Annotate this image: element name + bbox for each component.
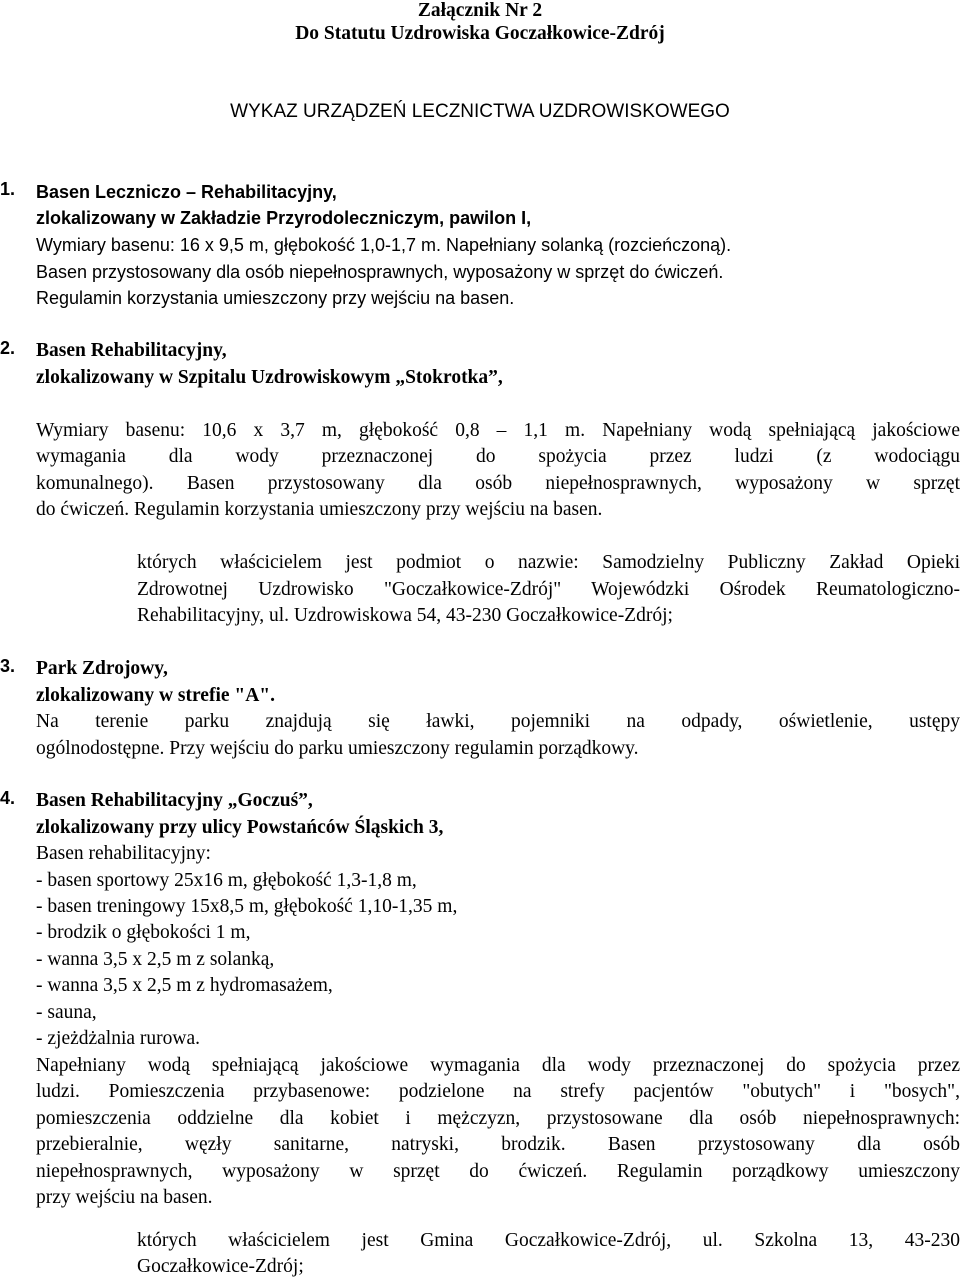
item-4-owner-line: Goczałkowice-Zdrój; [137, 1256, 304, 1277]
item-4-line: przebieralnie, węzły sanitarne, natryski, brodzik. Basen przystosowany dla osób [36, 1134, 960, 1155]
item-2-line: do ćwiczeń. Regulamin korzystania umieszczony przy wejściu na basen. [36, 499, 603, 520]
item-4-owner-line: których właścicielem jest Gmina Goczałkowice-Zdrój, ul. Szkolna 13, 43-230 [137, 1230, 960, 1251]
item-1-line: Regulamin korzystania umieszczony przy wejściu na basen. [36, 288, 515, 308]
item-4-list-item: - wanna 3,5 x 2,5 m z hydromasażem, [36, 975, 333, 996]
item-2-number: 2. [0, 338, 16, 358]
attachment-title: Załącznik Nr 2 [417, 0, 543, 21]
item-4-list-item: - zjeżdżalnia rurowa. [36, 1028, 201, 1049]
item-4-number: 4. [0, 788, 16, 808]
item-3-location: zlokalizowany w strefie "A". [36, 685, 276, 706]
item-1-location: zlokalizowany w Zakładzie Przyrodoleczniczym, pawilon I, [36, 208, 532, 228]
item-4-list-item: - basen sportowy 25x16 m, głębokość 1,3-1,8 m, [36, 870, 417, 891]
item-2-owner-line: Zdrowotnej Uzdrowisko "Goczałkowice-Zdrój" Wojewódzki Ośrodek Reumatologiczno- [137, 579, 960, 600]
item-1-line: Basen przystosowany dla osób niepełnosprawnych, wyposażony w sprzęt do ćwiczeń. [36, 262, 724, 282]
item-1-number: 1. [0, 179, 16, 199]
item-2-owner-line: Rehabilitacyjny, ul. Uzdrowiskowa 54, 43-230 Goczałkowice-Zdrój; [137, 605, 673, 626]
item-4-line: ludzi. Pomieszczenia przybasenowe: podzielone na strefy pacjentów "obutych" i "bosych", [36, 1081, 960, 1102]
item-3-line: Na terenie parku znajdują się ławki, pojemniki na odpady, oświetlenie, ustępy [36, 711, 960, 732]
item-4-list-item: - brodzik o głębokości 1 m, [36, 922, 251, 943]
item-2-line: Wymiary basenu: 10,6 x 3,7 m, głębokość 0,8 – 1,1 m. Napełniany wodą spełniającą jakościowe [36, 420, 960, 441]
item-2-name: Basen Rehabilitacyjny, [36, 340, 227, 361]
item-2-line: wymagania dla wody przeznaczonej do spożycia przez ludzi (z wodociągu [36, 446, 960, 467]
item-4-list-item: - sauna, [36, 1002, 97, 1023]
item-2-owner-line: których właścicielem jest podmiot o nazwie: Samodzielny Publiczny Zakład Opieki [137, 552, 960, 573]
item-4-list-item: - basen treningowy 15x8,5 m, głębokość 1,10-1,35 m, [36, 896, 458, 917]
statute-title: Do Statutu Uzdrowiska Goczałkowice-Zdrój [295, 23, 665, 44]
item-2-line: komunalnego). Basen przystosowany dla osób niepełnosprawnych, wyposażony w sprzęt [36, 473, 960, 494]
item-4-location: zlokalizowany przy ulicy Powstańców Śląskich 3, [36, 817, 444, 838]
item-3-name: Park Zdrojowy, [36, 658, 168, 679]
item-4-list-item: - wanna 3,5 x 2,5 m z solanką, [36, 949, 275, 970]
item-2-location: zlokalizowany w Szpitalu Uzdrowiskowym „Stokrotka”, [36, 367, 503, 388]
item-4-line: pomieszczenia oddzielne dla kobiet i mężczyzn, przystosowane dla osób niepełnosprawnych: [36, 1108, 960, 1129]
item-3-number: 3. [0, 656, 16, 676]
item-4-subheading: Basen rehabilitacyjny: [36, 843, 211, 864]
item-4-name: Basen Rehabilitacyjny „Goczuś”, [36, 790, 313, 811]
item-4-line: przy wejściu na basen. [36, 1187, 213, 1208]
item-4-line: Napełniany wodą spełniającą jakościowe wymagania dla wody przeznaczonej do spożycia przez [36, 1055, 960, 1076]
item-4-line: niepełnosprawnych, wyposażony w sprzęt do ćwiczeń. Regulamin porządkowy umieszczony [36, 1161, 960, 1182]
item-1-line: Wymiary basenu: 16 x 9,5 m, głębokość 1,0-1,7 m. Napełniany solanką (rozcieńczoną). [36, 235, 732, 255]
list-heading: WYKAZ URZĄDZEŃ LECZNICTWA UZDROWISKOWEGO [230, 101, 730, 122]
item-3-line: ogólnodostępne. Przy wejściu do parku umieszczony regulamin porządkowy. [36, 738, 639, 759]
item-1-name: Basen Leczniczo – Rehabilitacyjny, [36, 182, 337, 202]
